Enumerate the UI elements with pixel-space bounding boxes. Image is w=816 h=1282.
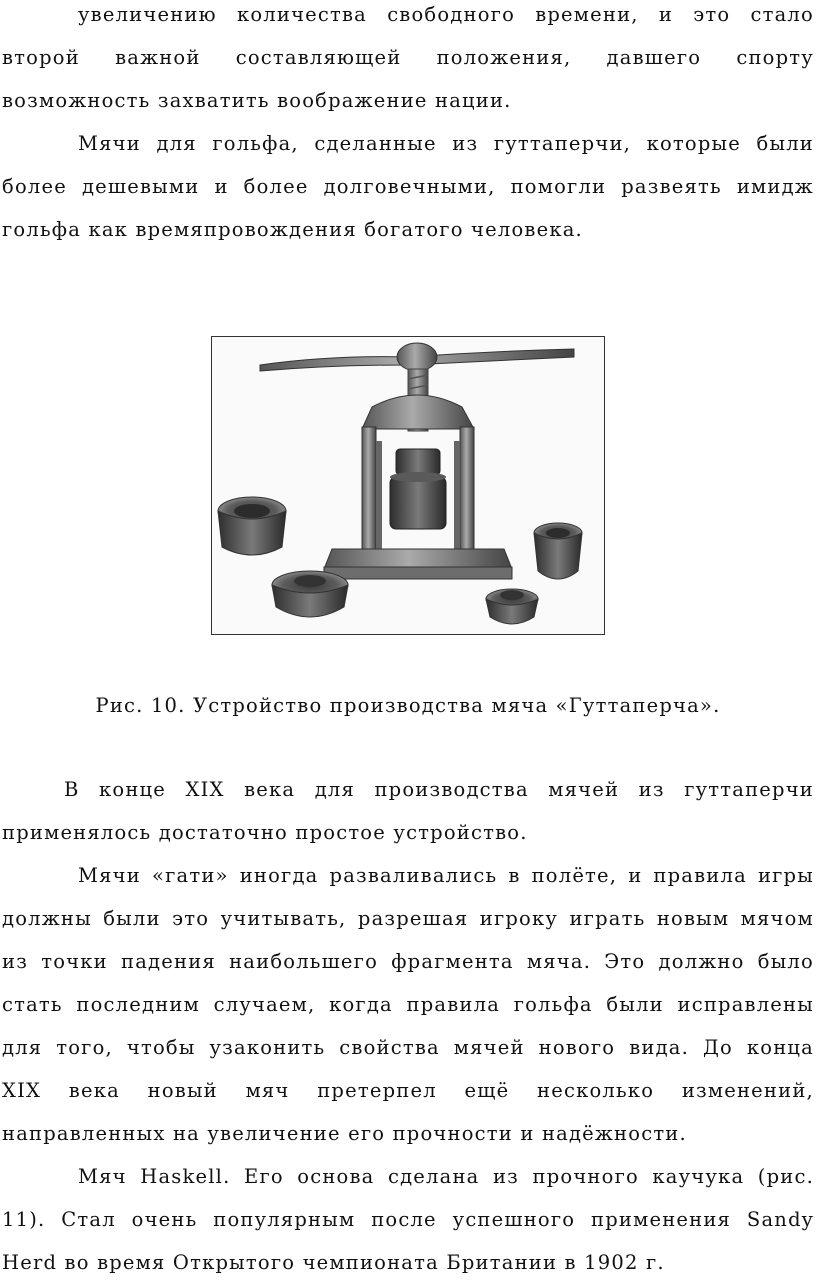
word: До	[702, 1036, 733, 1059]
word: второй	[2, 46, 80, 69]
word: производства	[374, 778, 529, 801]
p3-line-2: применялось достаточно простое устройство.	[2, 821, 528, 844]
p4-line-4	[2, 991, 814, 1019]
word: в	[508, 864, 521, 887]
word: XIX	[185, 778, 225, 801]
word: более	[243, 175, 309, 198]
word: мяч	[245, 1079, 290, 1102]
word: разрешая	[357, 907, 469, 930]
word: для	[2, 1036, 43, 1059]
p4-line-7: направленных на увеличение его прочности и надёжности.	[2, 1122, 687, 1145]
word: гуттаперчи	[684, 778, 814, 801]
word: точки	[41, 950, 108, 973]
word: «гати»	[151, 864, 229, 887]
word: разваливались	[329, 864, 498, 887]
word: из	[492, 1165, 520, 1188]
p1-line-3: возможность захватить воображение нации.	[2, 89, 512, 112]
p2-line-2	[2, 173, 814, 201]
word: случаем,	[213, 993, 316, 1016]
word: были	[606, 993, 664, 1016]
word: играть	[569, 907, 646, 930]
word: прочного	[532, 1165, 639, 1188]
word: века	[244, 778, 296, 801]
word: падения	[121, 950, 216, 973]
word: века	[68, 1079, 120, 1102]
word: спорту	[736, 46, 814, 69]
golf-ball-press-image	[211, 336, 605, 635]
word: гуттаперчи,	[493, 132, 632, 155]
word: нового	[538, 1036, 616, 1059]
word: свободного	[387, 3, 516, 26]
word: чтобы	[126, 1036, 196, 1059]
word: гольфа,	[212, 132, 299, 155]
word: было	[757, 950, 814, 973]
figure-caption: Рис. 10. Устройство производства мяча «Гуттаперча».	[95, 694, 721, 717]
word: очень	[131, 1208, 198, 1231]
word: новый	[147, 1079, 218, 1102]
p1-line-2	[2, 44, 814, 72]
word: сделанные	[314, 132, 437, 155]
word: стать	[2, 993, 63, 1016]
p4-line-2	[2, 905, 814, 933]
p5-line-2	[2, 1206, 814, 1234]
word: иногда	[239, 864, 319, 887]
p3-line-1	[64, 776, 814, 804]
word: составляющей	[235, 46, 402, 69]
word: (рис.	[757, 1165, 814, 1188]
p5-line-1	[78, 1163, 814, 1191]
word: правила	[406, 993, 501, 1016]
word: конца	[746, 1036, 814, 1059]
word: помогли	[510, 175, 607, 198]
p1-line-1	[78, 1, 814, 29]
word: конце	[99, 778, 167, 801]
word: XIX	[2, 1079, 42, 1102]
word: более	[2, 175, 67, 198]
word: свойства	[339, 1036, 440, 1059]
word: давшего	[606, 46, 702, 69]
word: развеять	[621, 175, 722, 198]
word: это	[172, 907, 210, 930]
p5-line-3: Herd во время Открытого чемпионата Британии в 1902 г.	[2, 1251, 665, 1274]
word: учитывать,	[220, 907, 347, 930]
word: из	[2, 950, 29, 973]
word: из	[452, 132, 479, 155]
word: после	[371, 1208, 437, 1231]
word: узаконить	[209, 1036, 326, 1059]
word: мячом	[740, 907, 814, 930]
word: изменений,	[681, 1079, 814, 1102]
word: и	[628, 864, 643, 887]
word: стало	[750, 3, 814, 26]
word: были	[756, 132, 814, 155]
word: Стал	[61, 1208, 116, 1231]
word: мячей	[453, 1036, 525, 1059]
word: мячей	[548, 778, 620, 801]
word: претерпел	[317, 1079, 437, 1102]
word: фрагмента	[391, 950, 514, 973]
word: В	[64, 778, 80, 801]
word: времени,	[535, 3, 639, 26]
word: увеличению	[78, 3, 217, 26]
word: 11).	[2, 1208, 46, 1231]
word: для	[314, 778, 355, 801]
word: Мячи	[78, 132, 141, 155]
word: сделана	[387, 1165, 480, 1188]
word: правила	[653, 864, 747, 887]
word: успешного	[452, 1208, 576, 1231]
word: положения,	[436, 46, 572, 69]
word: это	[693, 3, 731, 26]
word: и	[214, 175, 229, 198]
word: новым	[656, 907, 730, 930]
word: того,	[56, 1036, 113, 1059]
word: наибольшего	[229, 950, 379, 973]
word: последним	[76, 993, 200, 1016]
word: применения	[591, 1208, 732, 1231]
p2-line-1	[78, 130, 814, 158]
word: должно	[658, 950, 745, 973]
word: популярным	[213, 1208, 356, 1231]
word: Это	[604, 950, 646, 973]
word: основа	[297, 1165, 375, 1188]
word: должны	[2, 907, 92, 930]
word: количества	[236, 3, 368, 26]
word: вида.	[629, 1036, 690, 1059]
word: и	[658, 3, 674, 26]
word: Sandy	[746, 1208, 814, 1231]
word: дешевыми	[81, 175, 200, 198]
word: были	[103, 907, 161, 930]
word: из	[638, 778, 665, 801]
word: полёте,	[531, 864, 618, 887]
word: когда	[329, 993, 393, 1016]
word: Haskell.	[140, 1165, 231, 1188]
word: долговечными,	[323, 175, 496, 198]
word: игроку	[479, 907, 559, 930]
p4-line-3	[2, 948, 814, 976]
word: исправлены	[677, 993, 814, 1016]
p4-line-1	[78, 862, 814, 890]
p2-line-3: гольфа как времяпровождения богатого человека.	[2, 218, 583, 241]
word: несколько	[537, 1079, 655, 1102]
word: игры	[757, 864, 814, 887]
p4-line-6	[2, 1077, 814, 1105]
word: важной	[115, 46, 201, 69]
word: которые	[646, 132, 741, 155]
word: Мячи	[78, 864, 141, 887]
word: мяча.	[526, 950, 592, 973]
p4-line-5	[2, 1034, 814, 1062]
word: для	[156, 132, 197, 155]
word: ещё	[464, 1079, 510, 1102]
word: имидж	[736, 175, 814, 198]
word: каучука	[652, 1165, 745, 1188]
word: гольфа	[513, 993, 593, 1016]
word: Его	[244, 1165, 284, 1188]
word: Мяч	[78, 1165, 127, 1188]
